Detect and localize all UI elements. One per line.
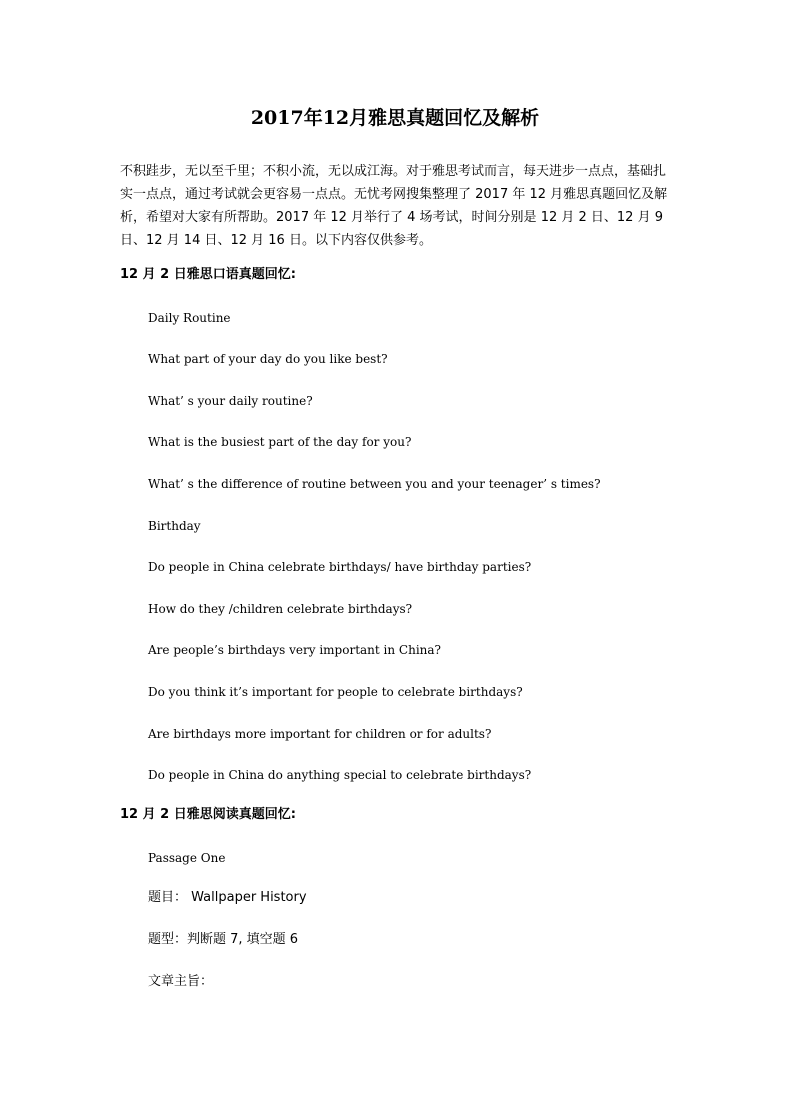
reading-line: 题目： Wallpaper History (148, 890, 307, 905)
speaking-line: Are birthdays more important for children or for adults? (148, 727, 492, 741)
speaking-line: Are people’s birthdays very important in China? (148, 643, 441, 657)
reading-line: 文章主旨： (148, 974, 214, 989)
speaking-line: How do they /children celebrate birthdays? (148, 602, 413, 616)
speaking-line: What is the busiest part of the day for you? (148, 435, 412, 449)
speaking-line: Do people in China do anything special to celebrate birthdays? (148, 768, 532, 782)
intro-paragraph: 不积跬步，无以至千里；不积小流，无以成江海。对于雅思考试而言，每天进步一点点，基础扎实一点点，通过考试就会更容易一点点。无忧考网搜集整理了 2017 年 12 月雅思真题回忆及解析，希望对大家有所帮助。2017 年 12 月举行了 4 场考试，时间分别是 12 月 2 日、12 月 9 日、12 月 14 日、12 月 16 日。以下内容仅供参考。 (120, 164, 668, 248)
speaking-heading: 12 月 2 日雅思口语真题回忆: (120, 267, 296, 282)
speaking-line: What part of your day do you like best? (148, 352, 388, 366)
speaking-line: Daily Routine (148, 311, 231, 325)
speaking-line: Birthday (148, 519, 201, 533)
reading-heading: 12 月 2 日雅思阅读真题回忆: (120, 807, 296, 822)
speaking-line: What’ s the difference of routine between you and your teenager’ s times? (148, 477, 601, 491)
reading-line: 题型：判断题 7, 填空题 6 (148, 932, 299, 947)
speaking-line: Do you think it’s important for people to celebrate birthdays? (148, 685, 523, 699)
document-title: 2017年12月雅思真题回忆及解析 (250, 107, 540, 129)
speaking-line: Do people in China celebrate birthdays/ have birthday parties? (148, 560, 532, 574)
reading-line: Passage One (148, 851, 226, 865)
speaking-line: What’ s your daily routine? (148, 394, 313, 408)
